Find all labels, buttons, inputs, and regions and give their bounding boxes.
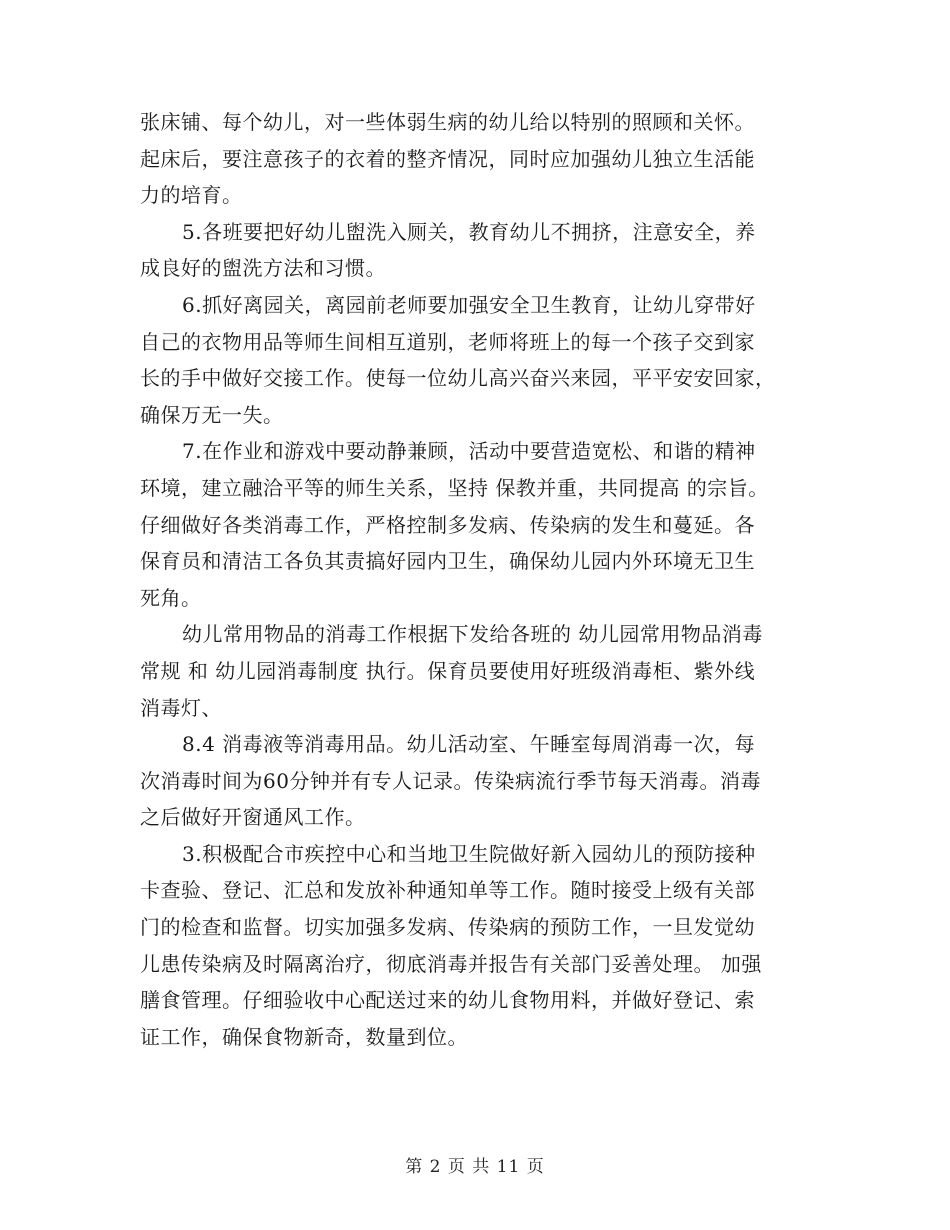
document-body [140,104,810,1055]
text-line: 自己的衣物用品等师生间相互道别，老师将班上的每一个孩子交到家 [140,329,755,354]
page-number-footer: 第 2 页 共 11 页 [405,1157,545,1177]
text-line: 力的培育。 [140,183,243,208]
text-line: 之后做好开窗通风工作。 [140,805,366,830]
text-line: 5.各班要把好幼儿盥洗入厕关，教育幼儿不拥挤，注意安全，养 [182,219,756,244]
text-line: 成良好的盥洗方法和习惯。 [140,256,386,281]
text-line: 确保万无一失。 [140,402,284,427]
text-line: 7.在作业和游戏中要动静兼顾，活动中要营造宽松、和谐的精神 [182,439,756,464]
text-line: 儿患传染病及时隔离治疗，彻底消毒并报告有关部门妥善处理。 加强 [140,951,762,976]
text-line: 死角。 [140,585,202,610]
text-line: 仔细做好各类消毒工作，严格控制多发病、传染病的发生和蔓延。各 [140,512,755,537]
text-line: 卡查验、登记、汇总和发放补种通知单等工作。随时接受上级有关部 [140,878,755,903]
text-line: 次消毒时间为60分钟并有专人记录。传染病流行季节每天消毒。消毒 [140,768,761,793]
text-line: 起床后，要注意孩子的衣着的整齐情况，同时应加强幼儿独立生活能 [140,146,755,171]
text-line: 环境，建立融洽平等的师生关系，坚持 保教并重，共同提高 的宗旨。 [140,475,769,500]
text-line: 长的手中做好交接工作。使每一位幼儿高兴奋兴来园，平平安安回家， [140,366,776,391]
text-line: 8.4 消毒液等消毒用品。幼儿活动室、午睡室每周消毒一次，每 [182,732,756,757]
text-line: 证工作，确保食物新奇，数量到位。 [140,1024,468,1049]
text-line: 3.积极配合市疾控中心和当地卫生院做好新入园幼儿的预防接种 [182,841,756,866]
text-line: 6.抓好离园关，离园前老师要加强安全卫生教育，让幼儿穿带好 [182,292,756,317]
text-line: 张床铺、每个幼儿，对一些体弱生病的幼儿给以特别的照顾和关怀。 [140,110,755,134]
text-line: 门的检查和监督。切实加强多发病、传染病的预防工作，一旦发觉幼 [140,915,755,940]
text-line: 常规 和 幼儿园消毒制度 执行。保育员要使用好班级消毒柜、紫外线 [140,658,756,683]
text-line: 保育员和清洁工各负其责搞好园内卫生，确保幼儿园内外环境无卫生 [140,549,755,574]
text-line: 膳食管理。仔细验收中心配送过来的幼儿食物用料，并做好登记、索 [140,988,755,1013]
text-line: 消毒灯、 [140,695,222,720]
text-line: 幼儿常用物品的消毒工作根据下发给各班的 幼儿园常用物品消毒 [182,622,763,647]
